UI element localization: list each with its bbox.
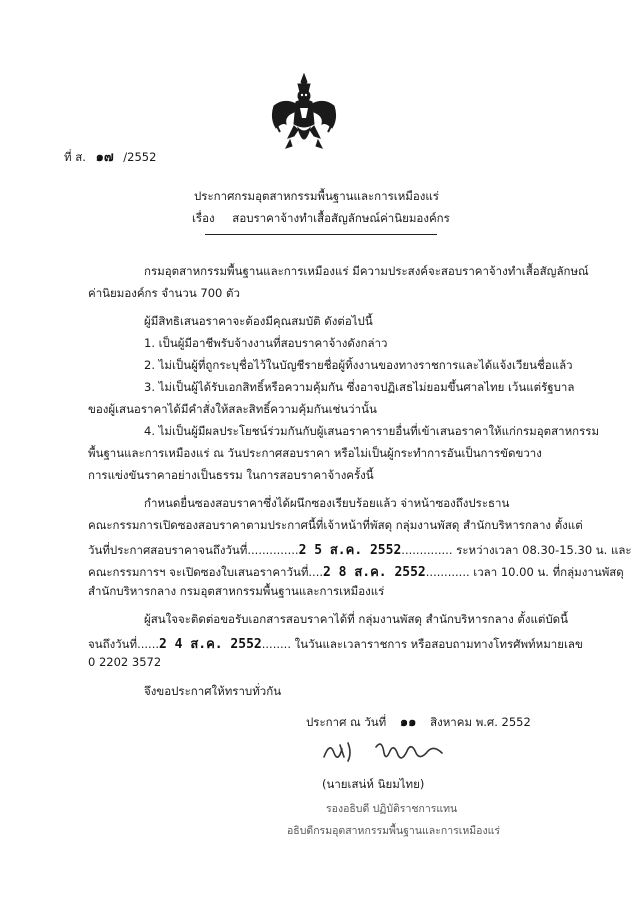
dotted-leader: ...... [137,637,160,651]
pickup-contact: ในวันและเวลาราชการ หรือสอบถามทางโทรศัพท์หมายเลข [294,637,583,651]
signer-name: (นายเสน่ห์ นิยมไทย) [322,777,425,791]
submission-line-2: คณะกรรมการเปิดซองสอบราคาตามประกาศนี้ที่เจ้าหน้าที่พัสดุ กลุ่มงานพัสดุ สำนักบริหารกลาง ตั้งแต่ [88,518,583,532]
phone-number: 0 2202 3572 [88,655,162,669]
qualification-4-line-3: การแข่งขันราคาอย่างเป็นธรรม ในการสอบราคาจ้างครั้งนี้ [88,468,374,482]
document-pickup-line-1: ผู้สนใจจะติดต่อขอรับเอกสารสอบราคาได้ที่ กลุ่มงานพัสดุ สำนักบริหารกลาง ตั้งแต่บัดนี้ [144,612,568,626]
announce-label: ประกาศ ณ วันที่ [306,715,387,729]
announcement-date [306,711,531,732]
document-number [64,146,156,167]
submission-deadline-label: วันที่ประกาศสอบราคาจนถึงวันที่ [88,543,248,557]
doc-number-year: /2552 [123,150,157,164]
submission-line-5: สำนักบริหารกลาง กรมอุตสาหกรรมพื้นฐานและการเหมืองแร่ [88,584,385,598]
opening-time: เวลา 10.00 น. ที่กลุ่มงานพัสดุ [473,565,624,579]
dotted-leader: .... [308,565,324,579]
opening-date-handwritten: 2 8 ส.ค. 2552 [323,565,426,580]
qualification-2: 2. ไม่เป็นผู้ที่ถูกระบุชื่อไว้ในบัญชีรายชื่อผู้ทิ้งงานของทางราชการและได้แจ้งเวียนชื่อแล้ว [144,358,573,372]
doc-number-handwritten: ๑๗ [95,150,114,165]
qualification-heading: ผู้มีสิทธิเสนอราคาจะต้องมีคุณสมบัติ ดังต่อไปนี้ [144,314,373,328]
pickup-deadline-handwritten: 2 4 ส.ค. 2552 [159,637,262,652]
submission-deadline-handwritten: 2 5 ส.ค. 2552 [298,543,402,558]
signer-position-line-1: รองอธิบดี ปฏิบัติราชการแทน [326,803,458,815]
qualification-4-line-1: 4. ไม่เป็นผู้มีผลประโยชน์ร่วมกันกับผู้เสนอราคารายอื่นที่เข้าเสนอราคาให้แก่กรมอุตสาหกรรม [144,424,600,438]
announce-day-handwritten: ๑๑ [399,715,417,730]
closing-statement: จึงขอประกาศให้ทราบทั่วกัน [144,684,282,698]
handwritten-signature [318,735,448,769]
announcement-title: ประกาศกรมอุตสาหกรรมพื้นฐานและการเหมืองแร่ [194,189,439,203]
submission-line-1: กำหนดยื่นซองสอบราคาซึ่งได้ผนึกซองเรียบร้อยแล้ว จ่าหน้าซองถึงประธาน [144,496,510,510]
qualification-3-line-1: 3. ไม่เป็นผู้ได้รับเอกสิทธิ์หรือความคุ้มกัน ซึ่งอาจปฏิเสธไม่ยอมขึ้นศาลไทย เว้นแต่รัฐบาล [144,380,575,394]
announcement-subject [192,210,450,228]
subject-text: สอบราคาจ้างทำเสื้อสัญลักษณ์ค่านิยมองค์กร [232,211,450,225]
announce-month-year: สิงหาคม พ.ศ. 2552 [430,715,531,729]
intro-line-2: ค่านิยมองค์กร จำนวน 700 ตัว [88,286,240,300]
dotted-leader: ........ [261,637,291,651]
submission-line-3 [88,539,632,560]
signer-position-line-2: อธิบดีกรมอุตสาหกรรมพื้นฐานและการเหมืองแร่ [287,825,500,837]
doc-number-label: ที่ ส. [64,150,86,164]
qualification-1: 1. เป็นผู้มีอาชีพรับจ้างงานที่สอบราคาจ้างดังกล่าว [144,336,388,350]
dotted-leader: .............. [247,543,299,557]
pickup-deadline-label: จนถึงวันที่ [88,637,138,651]
intro-line-1: กรมอุตสาหกรรมพื้นฐานและการเหมืองแร่ มีความประสงค์จะสอบราคาจ้างทำเสื้อสัญลักษณ์ [144,264,589,278]
submission-hours: ระหว่างเวลา 08.30-15.30 น. และ [456,543,632,557]
qualification-3-line-2: ของผู้เสนอราคาได้มีคำสั่งให้สละสิทธิ์ความคุ้มกันเช่นว่านั้น [88,402,377,416]
title-divider [205,234,437,235]
opening-date-label: คณะกรรมการฯ จะเปิดซองใบเสนอราคาวันที่ [88,565,309,579]
dotted-leader: .............. [401,543,453,557]
dotted-leader: ............ [425,565,470,579]
document-pickup-line-2 [88,633,583,654]
garuda-emblem [268,72,340,152]
submission-line-4 [88,561,624,582]
qualification-4-line-2: พื้นฐานและการเหมืองแร่ ณ วันประกาศสอบราคา หรือไม่เป็นผู้กระทำการอันเป็นการขัดขวาง [88,446,542,460]
subject-label: เรื่อง [192,211,215,225]
